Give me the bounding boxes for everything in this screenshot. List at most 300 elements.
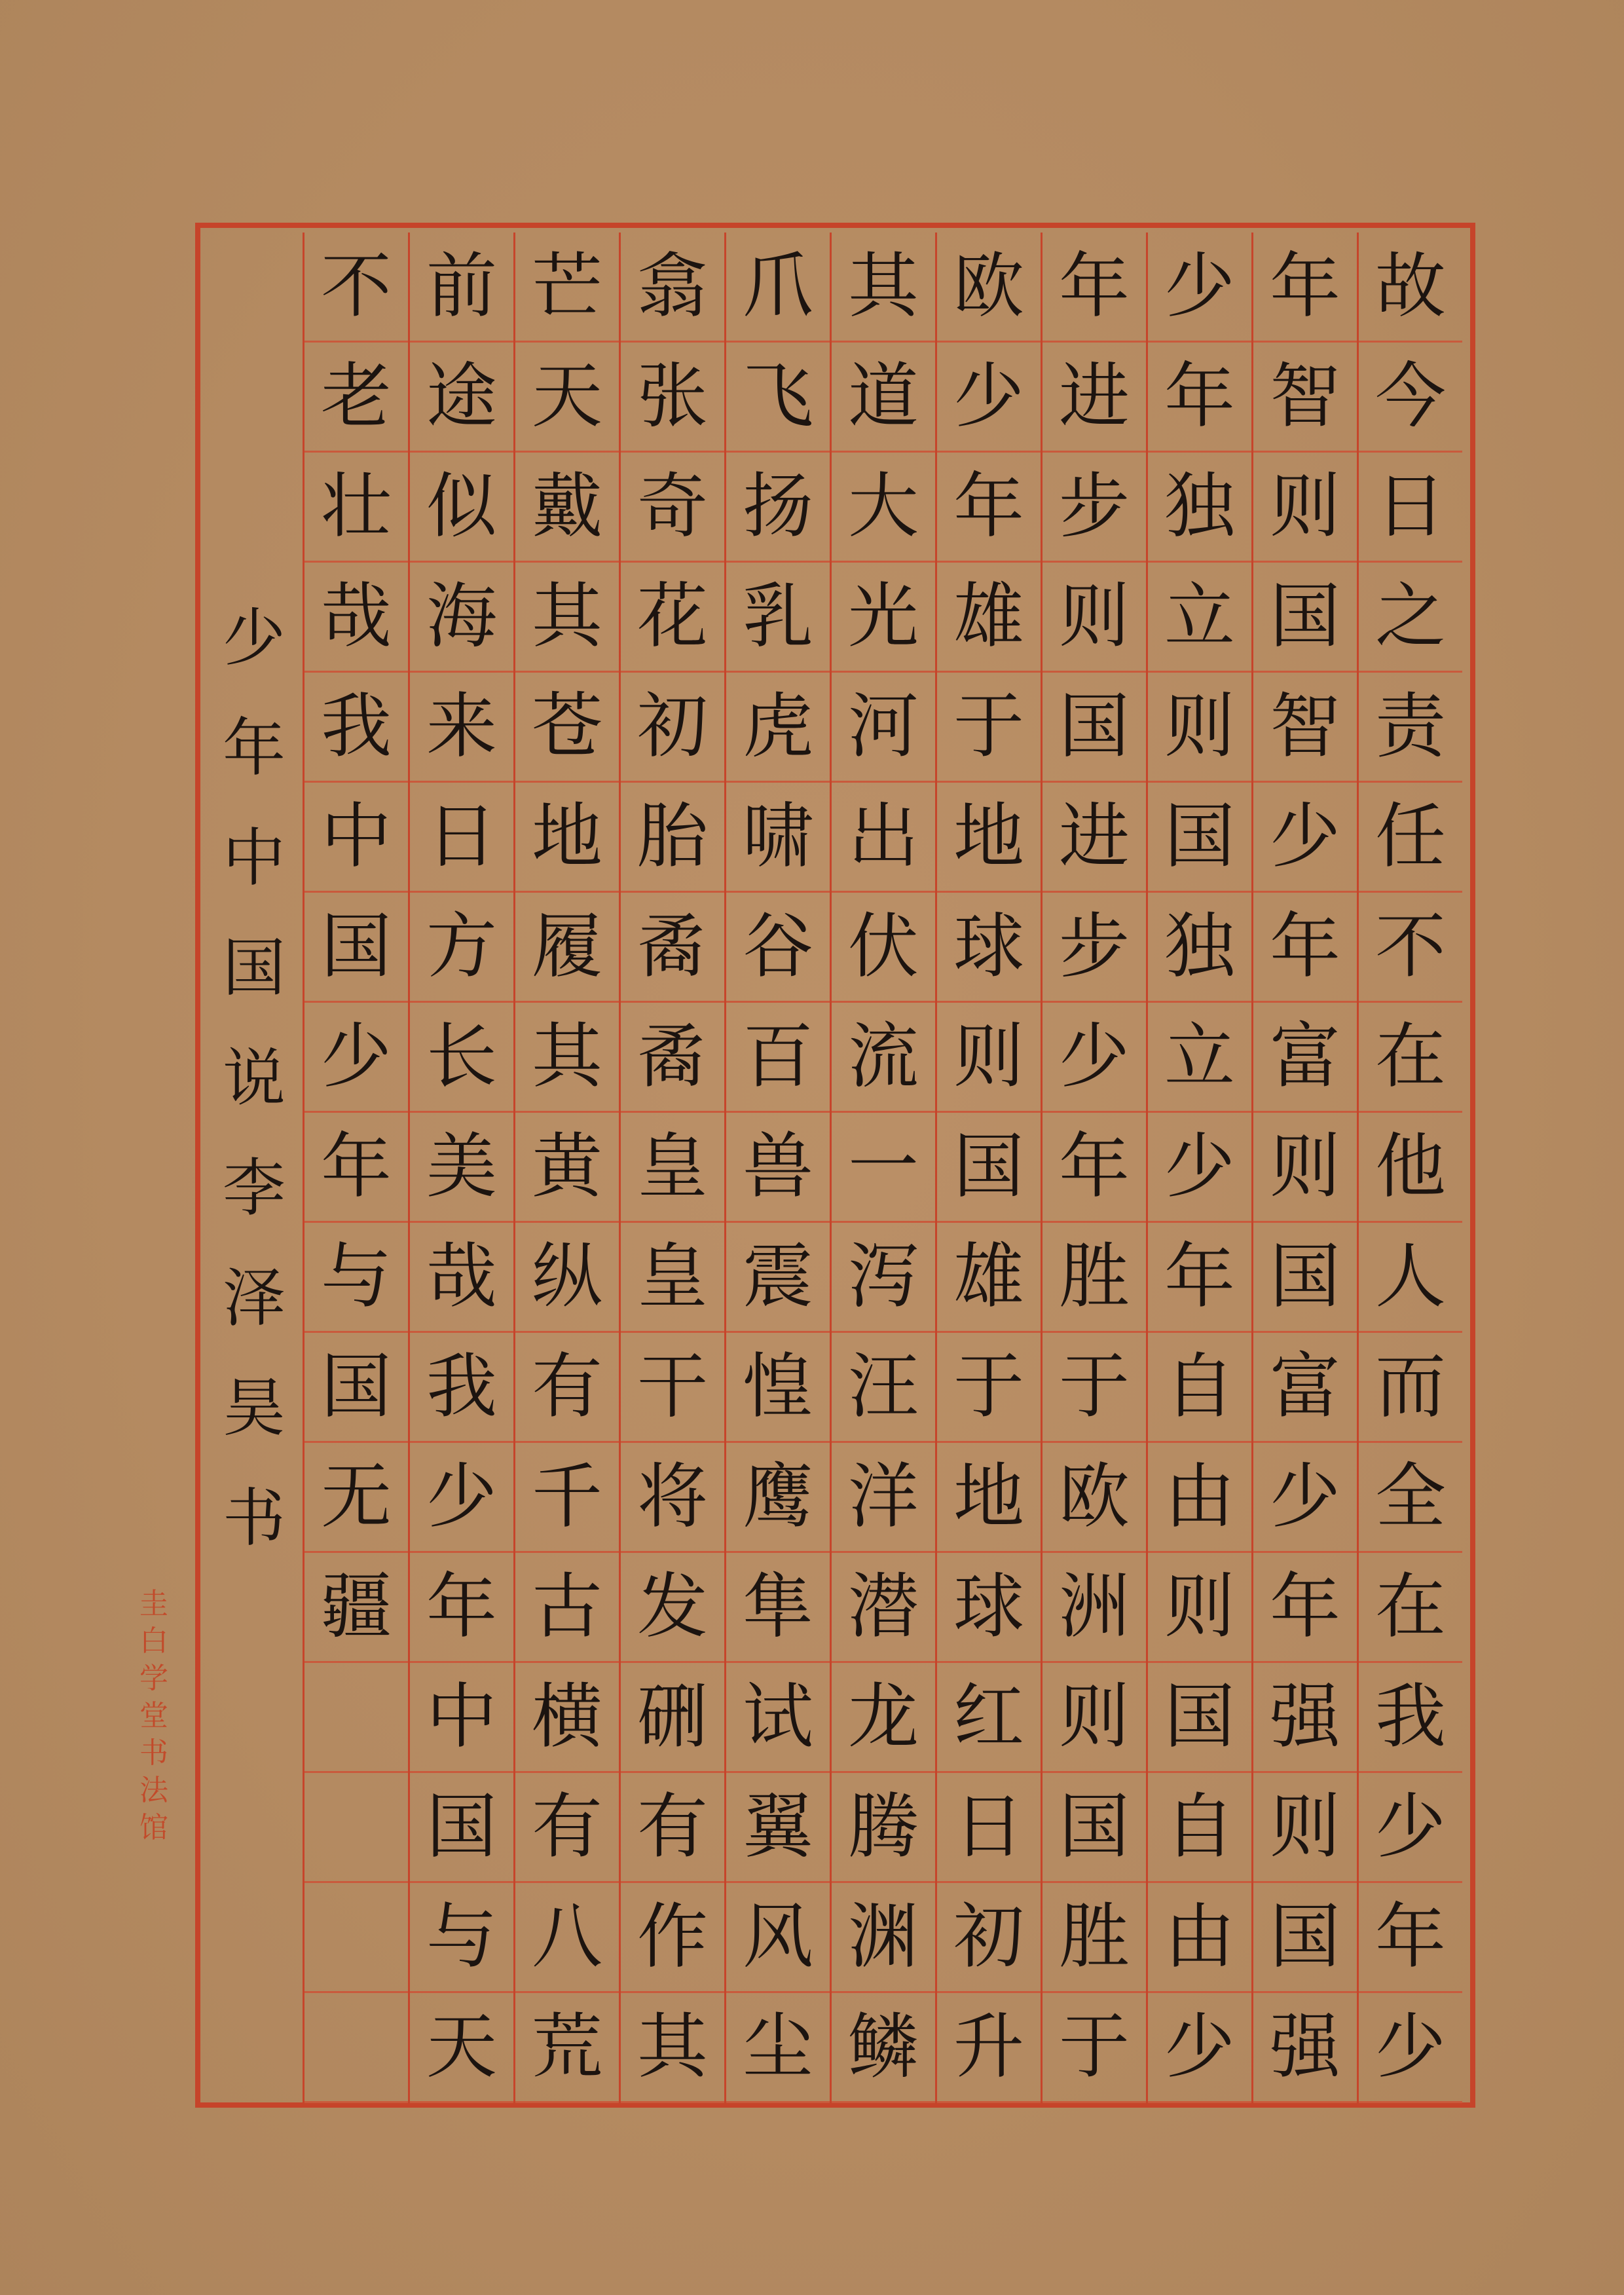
character: 立 bbox=[1164, 575, 1235, 658]
character: 黄 bbox=[531, 1125, 602, 1208]
character: 汪 bbox=[847, 1345, 919, 1428]
character: 方 bbox=[426, 905, 497, 988]
character: 于 bbox=[953, 685, 1024, 768]
grid-cell bbox=[726, 1993, 830, 2103]
grid-cell bbox=[304, 563, 408, 673]
grid-cell bbox=[1359, 1443, 1462, 1553]
grid-cell bbox=[937, 343, 1041, 453]
grid-cell bbox=[1253, 1993, 1357, 2103]
grid-cell bbox=[1148, 673, 1251, 783]
grid-cell bbox=[304, 343, 408, 453]
character: 国 bbox=[1269, 1235, 1340, 1318]
character: 试 bbox=[742, 1675, 813, 1758]
grid-cell bbox=[410, 1443, 513, 1553]
grid-cell bbox=[1148, 1553, 1251, 1663]
grid-cell bbox=[410, 893, 513, 1003]
grid-cell bbox=[832, 893, 935, 1003]
grid-cell bbox=[621, 563, 724, 673]
character: 少 bbox=[1269, 795, 1340, 878]
grid-cell bbox=[621, 1223, 724, 1333]
character: 腾 bbox=[847, 1785, 919, 1868]
grid-cell bbox=[726, 1663, 830, 1773]
grid-cell bbox=[515, 673, 619, 783]
grid-cell bbox=[726, 1333, 830, 1443]
character: 道 bbox=[847, 355, 919, 438]
grid-cell bbox=[304, 1223, 408, 1333]
grid-cell bbox=[832, 1883, 935, 1993]
character: 则 bbox=[1164, 1565, 1235, 1648]
character: 一 bbox=[847, 1125, 919, 1208]
grid-cell bbox=[410, 1663, 513, 1773]
grid-cell bbox=[1359, 1773, 1462, 1883]
grid-cell bbox=[1148, 1773, 1251, 1883]
character: 富 bbox=[1269, 1345, 1340, 1428]
character: 天 bbox=[426, 2006, 497, 2088]
character: 我 bbox=[320, 685, 392, 768]
character: 自 bbox=[1164, 1345, 1235, 1428]
character: 兽 bbox=[742, 1125, 813, 1208]
grid-cell bbox=[937, 233, 1041, 343]
grid-cell bbox=[1043, 453, 1146, 563]
character: 年 bbox=[1164, 355, 1235, 438]
character: 少 bbox=[1269, 1455, 1340, 1538]
grid-cell bbox=[832, 233, 935, 343]
grid-cell bbox=[304, 893, 408, 1003]
grid-cell bbox=[726, 1443, 830, 1553]
character: 雄 bbox=[953, 1235, 1024, 1318]
character: 苍 bbox=[531, 685, 602, 768]
grid-cell bbox=[832, 1443, 935, 1553]
character: 前 bbox=[426, 245, 497, 327]
grid-cell bbox=[832, 563, 935, 673]
character: 年 bbox=[1269, 905, 1340, 988]
character: 河 bbox=[847, 685, 919, 768]
character: 泻 bbox=[847, 1235, 919, 1318]
text-column bbox=[303, 233, 408, 2102]
character: 自 bbox=[1164, 1785, 1235, 1868]
grid-cell bbox=[832, 1773, 935, 1883]
grid-cell bbox=[937, 783, 1041, 893]
grid-cell bbox=[726, 1773, 830, 1883]
character: 他 bbox=[1375, 1125, 1446, 1208]
character: 途 bbox=[426, 355, 497, 438]
character: 升 bbox=[953, 2006, 1024, 2088]
character: 翕 bbox=[637, 245, 708, 327]
grid-cell bbox=[937, 1993, 1041, 2103]
character: 千 bbox=[531, 1455, 602, 1538]
character: 年 bbox=[1164, 1235, 1235, 1318]
grid-cell bbox=[304, 1333, 408, 1443]
character: 地 bbox=[953, 795, 1024, 878]
character: 少 bbox=[1164, 1125, 1235, 1208]
grid-cell bbox=[832, 1663, 935, 1773]
character: 我 bbox=[426, 1345, 497, 1428]
grid-cell bbox=[832, 1993, 935, 2103]
character: 不 bbox=[320, 245, 392, 327]
grid-cell bbox=[1253, 233, 1357, 343]
text-column bbox=[935, 233, 1041, 2102]
grid-cell bbox=[621, 1663, 724, 1773]
character: 百 bbox=[742, 1015, 813, 1098]
grid-cell bbox=[726, 1883, 830, 1993]
character: 智 bbox=[1269, 355, 1340, 438]
grid-cell bbox=[515, 1333, 619, 1443]
grid-cell bbox=[832, 673, 935, 783]
seal-character: 法 bbox=[139, 1774, 168, 1807]
grid-cell bbox=[1148, 1003, 1251, 1113]
character: 年 bbox=[1375, 1895, 1446, 1978]
character: 来 bbox=[426, 685, 497, 768]
character: 球 bbox=[953, 905, 1024, 988]
seal-character: 白 bbox=[139, 1624, 168, 1658]
character: 作 bbox=[637, 1895, 708, 1978]
character: 少 bbox=[1164, 245, 1235, 327]
character: 流 bbox=[847, 1015, 919, 1098]
character: 疆 bbox=[320, 1565, 392, 1648]
character: 智 bbox=[1269, 685, 1340, 768]
grid-cell bbox=[410, 1333, 513, 1443]
character: 国 bbox=[953, 1125, 1024, 1208]
character: 少 bbox=[1375, 1785, 1446, 1868]
text-column bbox=[513, 233, 619, 2102]
grid-cell bbox=[832, 1553, 935, 1663]
grid-cell bbox=[410, 783, 513, 893]
character: 国 bbox=[1164, 1675, 1235, 1758]
grid-cell bbox=[410, 453, 513, 563]
grid-cell bbox=[1043, 233, 1146, 343]
signature-column bbox=[208, 583, 300, 1573]
grid-cell bbox=[1043, 563, 1146, 673]
grid-cell bbox=[1253, 563, 1357, 673]
character: 则 bbox=[1058, 1675, 1130, 1758]
signature-character: 昊 bbox=[223, 1371, 286, 1445]
character: 由 bbox=[1164, 1895, 1235, 1978]
grid-cell bbox=[1253, 1003, 1357, 1113]
grid-cell bbox=[304, 1993, 408, 2103]
text-column bbox=[1357, 233, 1462, 2102]
grid-cell bbox=[1253, 783, 1357, 893]
character: 有 bbox=[637, 1785, 708, 1868]
character: 其 bbox=[531, 575, 602, 658]
grid-cell bbox=[1043, 1993, 1146, 2103]
character: 年 bbox=[426, 1565, 497, 1648]
character: 全 bbox=[1375, 1455, 1446, 1538]
character: 则 bbox=[1164, 685, 1235, 768]
grid-cell bbox=[1253, 1333, 1357, 1443]
character: 壮 bbox=[320, 465, 392, 548]
character: 而 bbox=[1375, 1345, 1446, 1428]
character: 光 bbox=[847, 575, 919, 658]
grid-cell bbox=[1359, 1993, 1462, 2103]
character: 初 bbox=[637, 685, 708, 768]
grid-cell bbox=[410, 673, 513, 783]
grid-cell bbox=[304, 1113, 408, 1223]
grid-cell bbox=[410, 1993, 513, 2103]
character: 进 bbox=[1058, 355, 1130, 438]
character: 哉 bbox=[320, 575, 392, 658]
grid-cell bbox=[832, 783, 935, 893]
grid-cell bbox=[1043, 1443, 1146, 1553]
character: 少 bbox=[1058, 1015, 1130, 1098]
character: 初 bbox=[953, 1895, 1024, 1978]
character: 少 bbox=[1164, 2006, 1235, 2088]
grid-cell bbox=[515, 1443, 619, 1553]
text-column bbox=[408, 233, 513, 2102]
grid-cell bbox=[1148, 453, 1251, 563]
grid-cell bbox=[1359, 343, 1462, 453]
character: 风 bbox=[742, 1895, 813, 1978]
grid-cell bbox=[832, 1003, 935, 1113]
character: 伏 bbox=[847, 905, 919, 988]
character: 责 bbox=[1375, 685, 1446, 768]
character: 今 bbox=[1375, 355, 1446, 438]
grid-cell bbox=[1253, 893, 1357, 1003]
grid-cell bbox=[1043, 893, 1146, 1003]
character: 球 bbox=[953, 1565, 1024, 1648]
grid-cell bbox=[515, 1223, 619, 1333]
grid-cell bbox=[410, 1003, 513, 1113]
character: 少 bbox=[1375, 2006, 1446, 2088]
character: 年 bbox=[320, 1125, 392, 1208]
grid-cell bbox=[726, 343, 830, 453]
character: 皇 bbox=[637, 1125, 708, 1208]
grid-cell bbox=[1359, 1223, 1462, 1333]
signature-character: 年 bbox=[223, 711, 286, 785]
grid-cell bbox=[515, 343, 619, 453]
grid-cell bbox=[937, 1333, 1041, 1443]
character: 戴 bbox=[531, 465, 602, 548]
grid-cell bbox=[937, 1223, 1041, 1333]
grid-cell bbox=[937, 1443, 1041, 1553]
grid-cell bbox=[304, 453, 408, 563]
grid-cell bbox=[410, 233, 513, 343]
character: 惶 bbox=[742, 1345, 813, 1428]
character: 不 bbox=[1375, 905, 1446, 988]
grid-cell bbox=[726, 783, 830, 893]
character: 则 bbox=[1269, 465, 1340, 548]
grid-cell bbox=[621, 783, 724, 893]
character: 国 bbox=[426, 1785, 497, 1868]
character: 震 bbox=[742, 1235, 813, 1318]
grid-cell bbox=[1359, 1113, 1462, 1223]
character: 有 bbox=[531, 1345, 602, 1428]
character: 出 bbox=[847, 795, 919, 878]
character: 任 bbox=[1375, 795, 1446, 878]
character: 鹰 bbox=[742, 1455, 813, 1538]
grid-cell bbox=[1253, 343, 1357, 453]
grid-cell bbox=[1359, 1003, 1462, 1113]
signature-character: 少 bbox=[223, 601, 286, 675]
character: 飞 bbox=[742, 355, 813, 438]
character: 于 bbox=[1058, 1345, 1130, 1428]
character: 强 bbox=[1269, 1675, 1340, 1758]
grid-cell bbox=[410, 343, 513, 453]
grid-cell bbox=[937, 1883, 1041, 1993]
character: 与 bbox=[320, 1235, 392, 1318]
character: 地 bbox=[531, 795, 602, 878]
grid-cell bbox=[1043, 673, 1146, 783]
text-column bbox=[1146, 233, 1251, 2102]
character: 干 bbox=[637, 1345, 708, 1428]
character: 发 bbox=[637, 1565, 708, 1648]
grid-cell bbox=[726, 1113, 830, 1223]
grid-cell bbox=[937, 1663, 1041, 1773]
character: 则 bbox=[1058, 575, 1130, 658]
grid-cell bbox=[937, 893, 1041, 1003]
grid-cell bbox=[515, 1553, 619, 1663]
grid-cell bbox=[1253, 1663, 1357, 1773]
signature-character: 国 bbox=[223, 931, 286, 1005]
character: 进 bbox=[1058, 795, 1130, 878]
grid-cell bbox=[1043, 1003, 1146, 1113]
grid-cell bbox=[1043, 1883, 1146, 1993]
character: 国 bbox=[1269, 575, 1340, 658]
character: 人 bbox=[1375, 1235, 1446, 1318]
character: 年 bbox=[1058, 245, 1130, 327]
character: 由 bbox=[1164, 1455, 1235, 1538]
character: 胎 bbox=[637, 795, 708, 878]
character: 强 bbox=[1269, 2006, 1340, 2088]
grid-cell bbox=[1148, 1663, 1251, 1773]
grid-cell bbox=[410, 1553, 513, 1663]
character: 少 bbox=[320, 1015, 392, 1098]
character: 荒 bbox=[531, 2006, 602, 2088]
character: 八 bbox=[531, 1895, 602, 1978]
grid-cell bbox=[726, 233, 830, 343]
grid-cell bbox=[1043, 1663, 1146, 1773]
grid-cell bbox=[726, 1553, 830, 1663]
grid-cell bbox=[832, 1333, 935, 1443]
grid-cell bbox=[1359, 233, 1462, 343]
text-column bbox=[724, 233, 830, 2102]
character: 胜 bbox=[1058, 1235, 1130, 1318]
character: 扬 bbox=[742, 465, 813, 548]
character: 谷 bbox=[742, 905, 813, 988]
grid-cell bbox=[515, 893, 619, 1003]
grid-cell bbox=[621, 1003, 724, 1113]
grid-cell bbox=[832, 1223, 935, 1333]
character: 步 bbox=[1058, 905, 1130, 988]
grid-cell bbox=[621, 1113, 724, 1223]
character: 欧 bbox=[953, 245, 1024, 327]
seal-character: 学 bbox=[139, 1662, 168, 1695]
text-column bbox=[1251, 233, 1357, 2102]
character: 张 bbox=[637, 355, 708, 438]
character: 地 bbox=[953, 1455, 1024, 1538]
character: 矞 bbox=[637, 1015, 708, 1098]
grid-cell bbox=[1148, 1223, 1251, 1333]
grid-cell bbox=[1148, 1113, 1251, 1223]
character: 欧 bbox=[1058, 1455, 1130, 1538]
grid-cell bbox=[621, 1993, 724, 2103]
grid-cell bbox=[1253, 1773, 1357, 1883]
text-column bbox=[830, 233, 935, 2102]
character: 中 bbox=[320, 795, 392, 878]
character: 其 bbox=[531, 1015, 602, 1098]
character: 年 bbox=[1058, 1125, 1130, 1208]
grid-cell bbox=[515, 563, 619, 673]
character: 古 bbox=[531, 1565, 602, 1648]
character: 在 bbox=[1375, 1565, 1446, 1648]
character: 无 bbox=[320, 1455, 392, 1538]
grid-cell bbox=[1359, 783, 1462, 893]
grid-cell bbox=[1148, 1333, 1251, 1443]
grid-cell bbox=[304, 1883, 408, 1993]
character: 隼 bbox=[742, 1565, 813, 1648]
grid-cell bbox=[1148, 783, 1251, 893]
text-column bbox=[619, 233, 724, 2102]
character: 日 bbox=[1375, 465, 1446, 548]
character: 其 bbox=[637, 2006, 708, 2088]
grid-cell bbox=[304, 1553, 408, 1663]
grid-cell bbox=[1148, 1883, 1251, 1993]
grid-cell bbox=[937, 1113, 1041, 1223]
character: 年 bbox=[1269, 245, 1340, 327]
character: 美 bbox=[426, 1125, 497, 1208]
character: 大 bbox=[847, 465, 919, 548]
grid-cell bbox=[937, 673, 1041, 783]
grid-cell bbox=[1148, 233, 1251, 343]
grid-cell bbox=[1043, 343, 1146, 453]
grid-cell bbox=[1253, 1883, 1357, 1993]
grid-cell bbox=[410, 1883, 513, 1993]
grid-cell bbox=[1359, 563, 1462, 673]
grid-cell bbox=[621, 233, 724, 343]
character: 中 bbox=[426, 1675, 497, 1758]
grid-cell bbox=[1043, 1113, 1146, 1223]
character: 翼 bbox=[742, 1785, 813, 1868]
grid-cell bbox=[1043, 1223, 1146, 1333]
grid-cell bbox=[1253, 1113, 1357, 1223]
character: 鳞 bbox=[847, 2006, 919, 2088]
grid-cell bbox=[726, 893, 830, 1003]
signature-character: 泽 bbox=[223, 1261, 286, 1335]
grid-cell bbox=[1253, 453, 1357, 563]
grid-cell bbox=[515, 1883, 619, 1993]
grid-cell bbox=[515, 1003, 619, 1113]
character: 尘 bbox=[742, 2006, 813, 2088]
grid-cell bbox=[1148, 1993, 1251, 2103]
character: 长 bbox=[426, 1015, 497, 1098]
grid-cell bbox=[1359, 673, 1462, 783]
grid-cell bbox=[726, 673, 830, 783]
signature-character: 中 bbox=[223, 821, 286, 895]
character: 富 bbox=[1269, 1015, 1340, 1098]
grid-cell bbox=[1359, 893, 1462, 1003]
grid-cell bbox=[1253, 1553, 1357, 1663]
character: 于 bbox=[1058, 2006, 1130, 2088]
character: 哉 bbox=[426, 1235, 497, 1318]
grid-cell bbox=[304, 673, 408, 783]
grid-cell bbox=[1359, 1663, 1462, 1773]
character: 于 bbox=[953, 1345, 1024, 1428]
character: 日 bbox=[426, 795, 497, 878]
grid-cell bbox=[937, 1553, 1041, 1663]
character: 奇 bbox=[637, 465, 708, 548]
grid-cell bbox=[515, 453, 619, 563]
grid-cell bbox=[726, 1003, 830, 1113]
character: 履 bbox=[531, 905, 602, 988]
character: 洲 bbox=[1058, 1565, 1130, 1648]
character: 在 bbox=[1375, 1015, 1446, 1098]
character: 老 bbox=[320, 355, 392, 438]
character: 立 bbox=[1164, 1015, 1235, 1098]
grid-cell bbox=[410, 1773, 513, 1883]
grid-cell bbox=[304, 783, 408, 893]
character: 似 bbox=[426, 465, 497, 548]
grid-cell bbox=[726, 563, 830, 673]
character: 年 bbox=[1269, 1565, 1340, 1648]
